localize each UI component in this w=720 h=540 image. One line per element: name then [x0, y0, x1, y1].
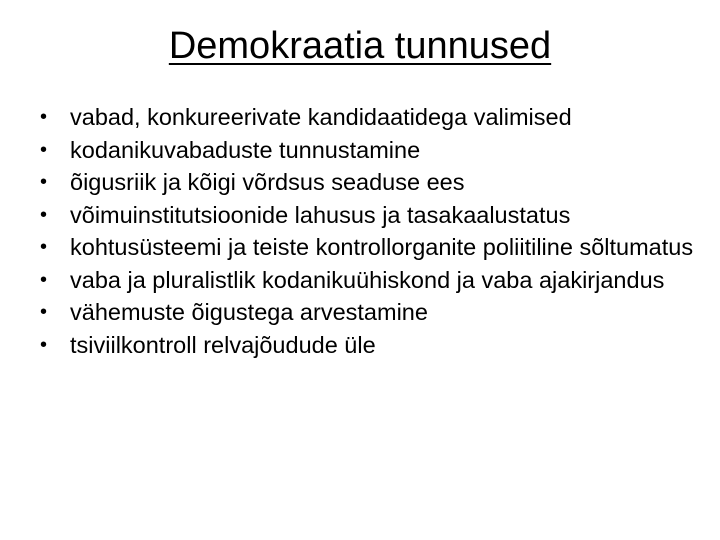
bullet-text: vaba ja pluralistlik kodanikuühiskond ja vaba ajakirjandus — [70, 266, 665, 293]
bullet-item — [40, 233, 700, 263]
bullet-text: kodanikuvabaduste tunnustamine — [70, 136, 421, 163]
bullet-item — [40, 331, 700, 361]
bullet-dot-icon: • — [40, 171, 48, 193]
bullet-dot-icon: • — [40, 236, 48, 258]
bullet-text: vabad, konkureerivate kandidaatidega valimised — [70, 104, 572, 130]
bullet-item — [40, 136, 700, 166]
bullet-dot-icon: • — [40, 106, 48, 128]
bullet-dot-icon: • — [40, 203, 48, 226]
bullet-text: tsiviilkontroll relvajõudude üle — [70, 331, 376, 358]
bullet-item — [40, 103, 700, 133]
bullet-text: õigusriik ja kõigi võrdsus seaduse ees — [70, 169, 465, 195]
bullet-list — [40, 103, 700, 363]
bullet-dot-icon: • — [40, 301, 48, 323]
bullet-text: kohtusüsteemi ja teiste kontrollorganite poliitiline sõltumatus — [70, 234, 694, 260]
bullet-item — [40, 168, 700, 198]
bullet-text: vähemuste õigustega arvestamine — [70, 299, 428, 325]
bullet-item — [40, 298, 700, 328]
bullet-dot-icon: • — [40, 333, 48, 356]
bullet-item — [40, 266, 700, 296]
slide-title: Demokraatia tunnused — [168, 25, 552, 67]
bullet-text: võimuinstitutsioonide lahusus ja tasakaalustatus — [70, 201, 571, 228]
bullet-item — [40, 201, 700, 231]
bullet-dot-icon: • — [40, 138, 48, 161]
bullet-dot-icon: • — [40, 268, 48, 291]
